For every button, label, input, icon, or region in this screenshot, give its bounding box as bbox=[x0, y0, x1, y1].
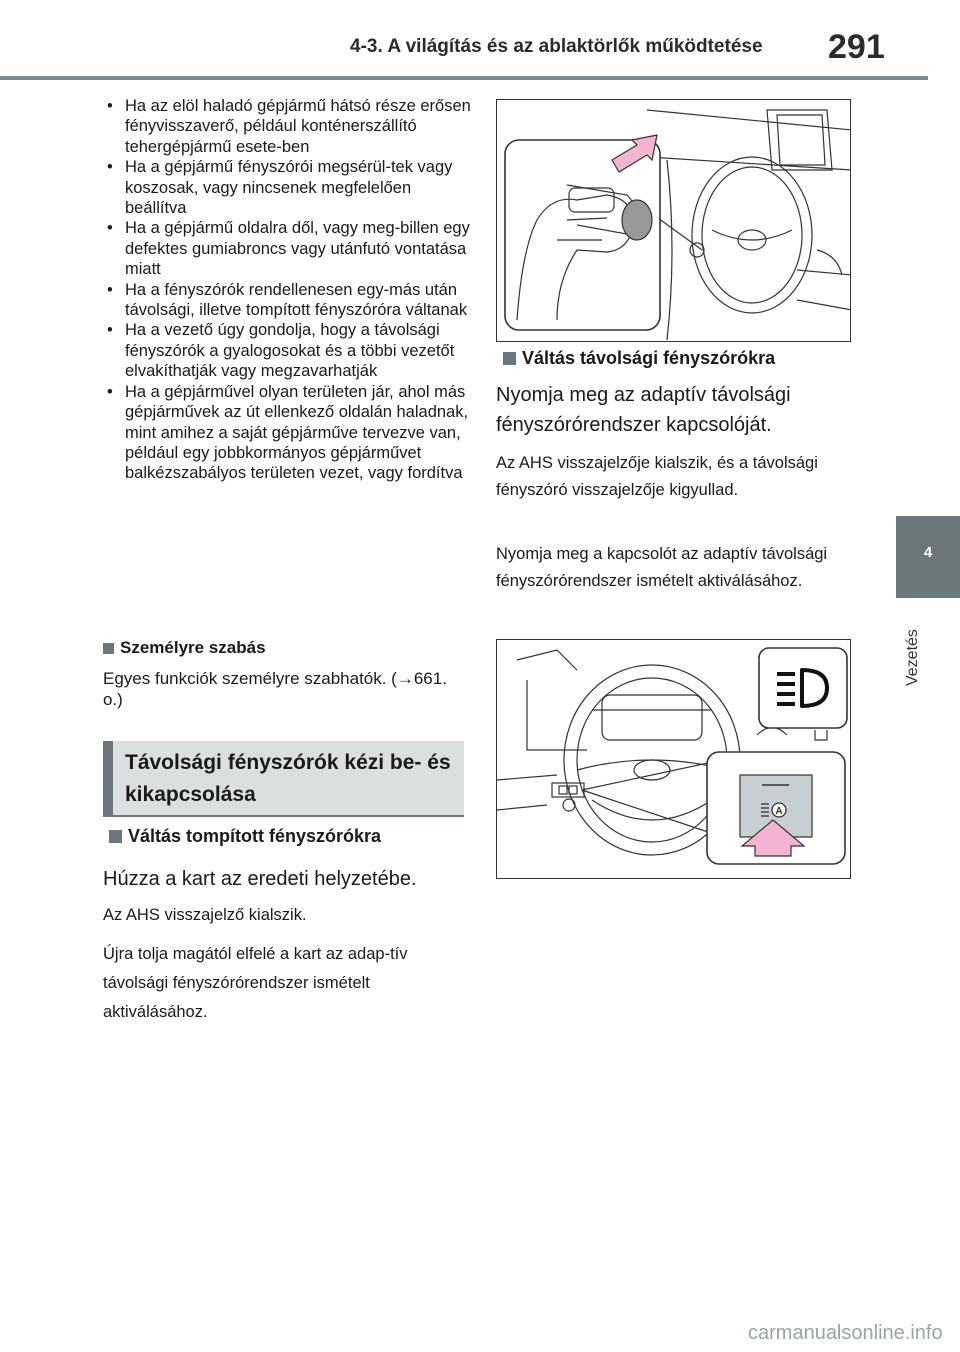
switch-illustration bbox=[496, 639, 851, 879]
header-divider bbox=[0, 76, 928, 80]
list-item: • Ha a gépjármű fényszórói megsérül-tek vagy koszosak, vagy nincsenek megfelelően beállítva bbox=[103, 157, 473, 218]
ahs-switch-illustration bbox=[497, 640, 851, 879]
low-beam-instruction: Húzza a kart az eredeti helyzetébe. bbox=[103, 868, 417, 890]
hand-pulling-lever-illustration bbox=[497, 100, 851, 342]
list-item: • Ha a gépjárművel olyan területen jár, ahol más gépjárművek az út ellenkező oldalán haladnak, mint amihez a saját gépjárműve tervezve van, például egy jobbkormányos gépjárművet balkézszabályos területen vezet, vagy fordítva bbox=[103, 382, 473, 484]
square-bullet-icon bbox=[103, 643, 114, 654]
chapter-tab[interactable]: 4 bbox=[896, 516, 960, 598]
square-bullet-icon bbox=[109, 830, 122, 843]
section-title: Távolsági fényszórók kézi be- és kikapcsolása bbox=[125, 751, 451, 806]
personalization-text: Egyes funkciók személyre szabhatók. (→661. o.) bbox=[103, 669, 447, 709]
high-beam-note: Az AHS visszajelzője kialszik, és a távolsági fényszóró visszajelzője kigyullad. bbox=[496, 454, 818, 499]
personalization-heading: Személyre szabás bbox=[103, 638, 266, 658]
lever-illustration bbox=[496, 99, 851, 342]
list-item: • Ha a fényszórók rendellenesen egy-más után távolsági, illetve tompított fényszóróra váltanak bbox=[103, 280, 473, 321]
section-title-box bbox=[103, 741, 464, 817]
chapter-label-text: Vezetés bbox=[904, 629, 921, 686]
square-bullet-icon bbox=[503, 352, 516, 365]
high-beam-instruction: Nyomja meg az adaptív távolsági fényszórórendszer kapcsolóját. bbox=[496, 384, 791, 436]
watermark: carmanualsonline.info bbox=[748, 1322, 943, 1344]
page-number: 291 bbox=[828, 28, 885, 66]
high-beam-reactivate-note: Nyomja meg a kapcsolót az adaptív távolsági fényszórórendszer ismételt aktiválásához. bbox=[496, 545, 828, 590]
svg-text:A: A bbox=[775, 806, 783, 817]
low-beam-reactivate-note: Újra tolja magától elfelé a kart az adap-tív távolsági fényszórórendszer ismételt aktiválásához. bbox=[103, 945, 408, 1021]
condition-list bbox=[103, 96, 473, 484]
chapter-label bbox=[904, 602, 928, 692]
high-beam-heading: Váltás távolsági fényszórókra bbox=[503, 348, 775, 369]
low-beam-note: Az AHS visszajelző kialszik. bbox=[103, 906, 307, 924]
list-item: • Ha a vezető úgy gondolja, hogy a távolsági fényszórók a gyalogosokat és a többi vezetőt elvakíthatják vagy megzavarhatják bbox=[103, 320, 473, 381]
running-header-title: 4-3. A világítás és az ablaktörlők működtetése bbox=[350, 36, 763, 57]
low-beam-heading: Váltás tompított fényszórókra bbox=[103, 826, 381, 847]
list-item: • Ha a gépjármű oldalra dől, vagy meg-billen egy defektes gumiabroncs vagy utánfutó vontatása miatt bbox=[103, 218, 473, 279]
list-item: • Ha az elöl haladó gépjármű hátsó része erősen fényvisszaverő, például konténerszállító tehergépjármű esete-ben bbox=[103, 96, 473, 157]
